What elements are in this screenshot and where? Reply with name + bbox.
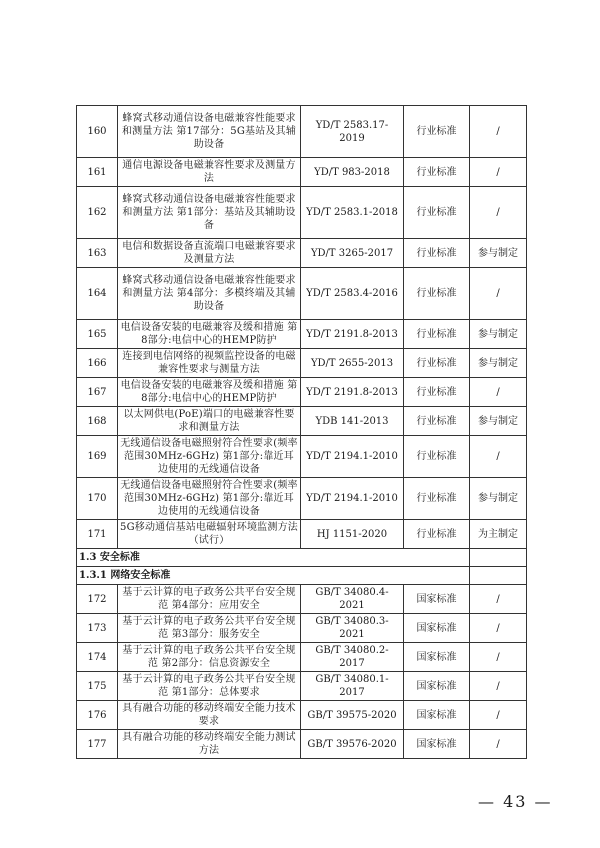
standard-type-cell: 行业标准 (404, 320, 470, 349)
standard-name-cell: 无线通信设备电磁照射符合性要求(频率范围30MHz-6GHz) 第1部分:靠近耳边使用的无线通信设备 (118, 478, 301, 520)
standard-code-cell: YD/T 2583.1-2018 (301, 187, 404, 239)
table-row (77, 158, 527, 187)
standard-name-cell: 电信和数据设备直流端口电磁兼容要求及测量方法 (118, 239, 301, 268)
standard-code-cell: GB/T 34080.4-2021 (301, 585, 404, 614)
row-number-cell: 169 (77, 436, 118, 478)
participation-role-cell: 参与制定 (470, 320, 527, 349)
standard-name-cell: 蜂窝式移动通信设备电磁兼容性能要求和测量方法 第4部分：多模终端及其辅助设备 (118, 268, 301, 320)
participation-role-cell: / (470, 378, 527, 407)
row-number-cell: 168 (77, 407, 118, 436)
section-empty-cell (470, 549, 527, 567)
standard-type-cell: 行业标准 (404, 520, 470, 549)
section-header-row (77, 549, 527, 567)
standard-code-cell: GB/T 39576-2020 (301, 730, 404, 759)
standard-name-cell: 无线通信设备电磁照射符合性要求(频率范围30MHz-6GHz) 第1部分:靠近耳边使用的无线通信设备 (118, 436, 301, 478)
standard-type-cell: 国家标准 (404, 585, 470, 614)
standard-name-cell: 连接到电信网络的视频监控设备的电磁兼容性要求与测量方法 (118, 349, 301, 378)
participation-role-cell: / (470, 268, 527, 320)
standard-type-cell: 国家标准 (404, 730, 470, 759)
row-number-cell: 171 (77, 520, 118, 549)
table-row (77, 478, 527, 520)
standard-name-cell: 具有融合功能的移动终端安全能力测试方法 (118, 730, 301, 759)
standard-name-cell: 基于云计算的电子政务公共平台安全规范 第2部分：信息资源安全 (118, 643, 301, 672)
participation-role-cell: 参与制定 (470, 478, 527, 520)
table-row (77, 520, 527, 549)
standard-code-cell: YD/T 2583.4-2016 (301, 268, 404, 320)
standard-code-cell: YD/T 983-2018 (301, 158, 404, 187)
standard-code-cell: YD/T 2655-2013 (301, 349, 404, 378)
standard-code-cell: GB/T 34080.1-2017 (301, 672, 404, 701)
participation-role-cell: 参与制定 (470, 239, 527, 268)
participation-role-cell: 参与制定 (470, 407, 527, 436)
section-title: 1.3.1 网络安全标准 (77, 567, 470, 585)
standard-type-cell: 行业标准 (404, 407, 470, 436)
standard-type-cell: 国家标准 (404, 614, 470, 643)
table-row (77, 407, 527, 436)
standard-code-cell: YD/T 3265-2017 (301, 239, 404, 268)
row-number-cell: 162 (77, 187, 118, 239)
row-number-cell: 161 (77, 158, 118, 187)
standard-code-cell: YDB 141-2013 (301, 407, 404, 436)
standard-name-cell: 以太网供电(PoE)端口的电磁兼容性要求和测量方法 (118, 407, 301, 436)
table-row (77, 672, 527, 701)
participation-role-cell: / (470, 701, 527, 730)
standard-type-cell: 行业标准 (404, 187, 470, 239)
standard-type-cell: 行业标准 (404, 239, 470, 268)
standard-type-cell: 行业标准 (404, 378, 470, 407)
standard-code-cell: GB/T 34080.3-2021 (301, 614, 404, 643)
row-number-cell: 167 (77, 378, 118, 407)
standard-type-cell: 行业标准 (404, 436, 470, 478)
standard-type-cell: 行业标准 (404, 478, 470, 520)
table-row (77, 187, 527, 239)
row-number-cell: 172 (77, 585, 118, 614)
standard-name-cell: 蜂窝式移动通信设备电磁兼容性能要求和测量方法 第1部分：基站及其辅助设备 (118, 187, 301, 239)
participation-role-cell: 参与制定 (470, 349, 527, 378)
standard-code-cell: YD/T 2191.8-2013 (301, 320, 404, 349)
table-row (77, 614, 527, 643)
standard-type-cell: 国家标准 (404, 701, 470, 730)
participation-role-cell: / (470, 614, 527, 643)
row-number-cell: 170 (77, 478, 118, 520)
table-row (77, 320, 527, 349)
table-row (77, 643, 527, 672)
standard-code-cell: YD/T 2194.1-2010 (301, 478, 404, 520)
standards-table (76, 105, 527, 759)
table-row (77, 701, 527, 730)
section-title: 1.3 安全标准 (77, 549, 470, 567)
participation-role-cell: 为主制定 (470, 520, 527, 549)
table-row (77, 378, 527, 407)
row-number-cell: 164 (77, 268, 118, 320)
section-empty-cell (470, 567, 527, 585)
row-number-cell: 175 (77, 672, 118, 701)
standard-name-cell: 基于云计算的电子政务公共平台安全规范 第1部分：总体要求 (118, 672, 301, 701)
standard-code-cell: GB/T 34080.2-2017 (301, 643, 404, 672)
standard-code-cell: GB/T 39575-2020 (301, 701, 404, 730)
table-row (77, 730, 527, 759)
standard-name-cell: 基于云计算的电子政务公共平台安全规范 第3部分：服务安全 (118, 614, 301, 643)
standard-type-cell: 国家标准 (404, 643, 470, 672)
table-row (77, 239, 527, 268)
standard-name-cell: 电信设备安装的电磁兼容及缓和措施 第8部分:电信中心的HEMP防护 (118, 320, 301, 349)
standard-code-cell: HJ 1151-2020 (301, 520, 404, 549)
row-number-cell: 165 (77, 320, 118, 349)
table-row (77, 585, 527, 614)
row-number-cell: 177 (77, 730, 118, 759)
participation-role-cell: / (470, 585, 527, 614)
standard-name-cell: 电信设备安装的电磁兼容及缓和措施 第8部分:电信中心的HEMP防护 (118, 378, 301, 407)
standard-code-cell: YD/T 2194.1-2010 (301, 436, 404, 478)
standard-type-cell: 行业标准 (404, 158, 470, 187)
table-row (77, 268, 527, 320)
row-number-cell: 176 (77, 701, 118, 730)
standard-type-cell: 行业标准 (404, 268, 470, 320)
table-row (77, 436, 527, 478)
standard-name-cell: 5G移动通信基站电磁辐射环境监测方法（试行） (118, 520, 301, 549)
standard-type-cell: 行业标准 (404, 106, 470, 158)
page-number: — 43 — (478, 792, 553, 811)
row-number-cell: 160 (77, 106, 118, 158)
standard-type-cell: 国家标准 (404, 672, 470, 701)
section-header-row (77, 567, 527, 585)
participation-role-cell: / (470, 436, 527, 478)
participation-role-cell: / (470, 643, 527, 672)
standard-name-cell: 通信电源设备电磁兼容性要求及测量方法 (118, 158, 301, 187)
row-number-cell: 173 (77, 614, 118, 643)
table-row (77, 349, 527, 378)
row-number-cell: 174 (77, 643, 118, 672)
row-number-cell: 166 (77, 349, 118, 378)
standard-code-cell: YD/T 2191.8-2013 (301, 378, 404, 407)
table-body (77, 106, 527, 759)
participation-role-cell: / (470, 187, 527, 239)
participation-role-cell: / (470, 730, 527, 759)
row-number-cell: 163 (77, 239, 118, 268)
standard-code-cell: YD/T 2583.17-2019 (301, 106, 404, 158)
table-row (77, 106, 527, 158)
participation-role-cell: / (470, 672, 527, 701)
standard-name-cell: 具有融合功能的移动终端安全能力技术要求 (118, 701, 301, 730)
standard-name-cell: 蜂窝式移动通信设备电磁兼容性能要求和测量方法 第17部分：5G基站及其辅助设备 (118, 106, 301, 158)
standard-type-cell: 行业标准 (404, 349, 470, 378)
participation-role-cell: / (470, 158, 527, 187)
standard-name-cell: 基于云计算的电子政务公共平台安全规范 第4部分：应用安全 (118, 585, 301, 614)
participation-role-cell: / (470, 106, 527, 158)
